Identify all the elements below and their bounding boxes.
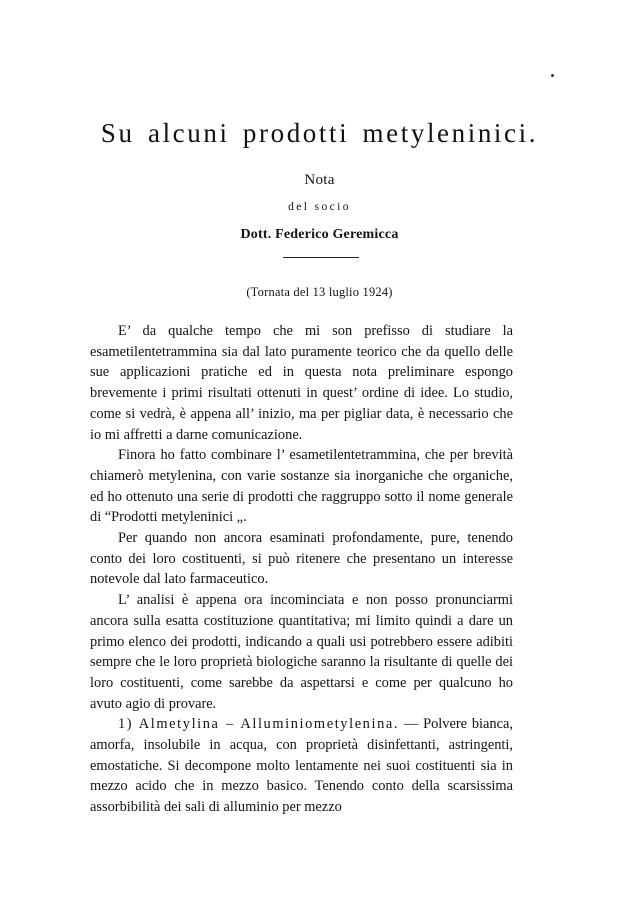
title-divider	[283, 257, 359, 258]
del-socio-label: del socio	[288, 201, 351, 213]
paragraph-1: E’ da qualche tempo che mi son prefisso di studiare la esametilentetrammina sia dal lato puramente teorico che da quello delle sue applicazioni pratiche ed in questa nota preliminare espongo brevemente i primi risultati ottenuti in quest’ ordine di idee. Lo studio, come si vedrà, è appena all’ inizio, ma per pigliar data, è necessario che io mi affretti a darne comunicazione.	[90, 323, 513, 443]
paragraph-5-text: — Polvere bianca, amorfa, insolubile in acqua, con proprietà disinfettanti, astringenti, emostatiche. Si decompone molto lentamente nei suoi costituenti sia in mezzo acido che in mezzo basico. Tenendo conto della scarsissima assorbibilità dei sali di alluminio per mezzo	[90, 716, 513, 816]
compound-heading: 1) Almetylina – Alluminiometylenina.	[118, 716, 400, 733]
paragraph-2: Finora ho fatto combinare l’ esametilentetrammina, che per brevità chiamerò metylenina, con varie sostanze sia inorganiche che organiche, ed ho ottenuto una serie di prodotti che raggruppo sotto il nome generale di “Prodotti metyleninici „.	[90, 447, 513, 526]
article-title: Su alcuni prodotti metyleninici.	[100, 118, 539, 148]
session-date: (Tornata del 13 luglio 1924)	[246, 285, 393, 299]
paragraph-5	[90, 714, 513, 818]
note-label: Nota	[304, 172, 335, 188]
author-name: Dott. Federico Geremicca	[240, 227, 399, 242]
paragraph-4: L’ analisi è appena ora incominciata e non posso pronunciarmi ancora sulla esatta costituzione quantitativa; mi limito quindi a dare un primo elenco dei prodotti, indicando a quali usi potrebbero essere adibiti sempre che le loro proprietà biologiche saranno la risultante di quelle dei loro costituenti, come sarebbe da aspettarsi e come per qualcuno ho avuto agio di provare.	[90, 592, 513, 712]
paragraph-3: Per quando non ancora esaminati profondamente, pure, tenendo conto dei loro costituenti, si può ritenere che presentano un interesse notevole dal lato farmaceutico.	[90, 530, 513, 588]
article-body	[90, 321, 513, 818]
speck-mark	[551, 74, 554, 77]
